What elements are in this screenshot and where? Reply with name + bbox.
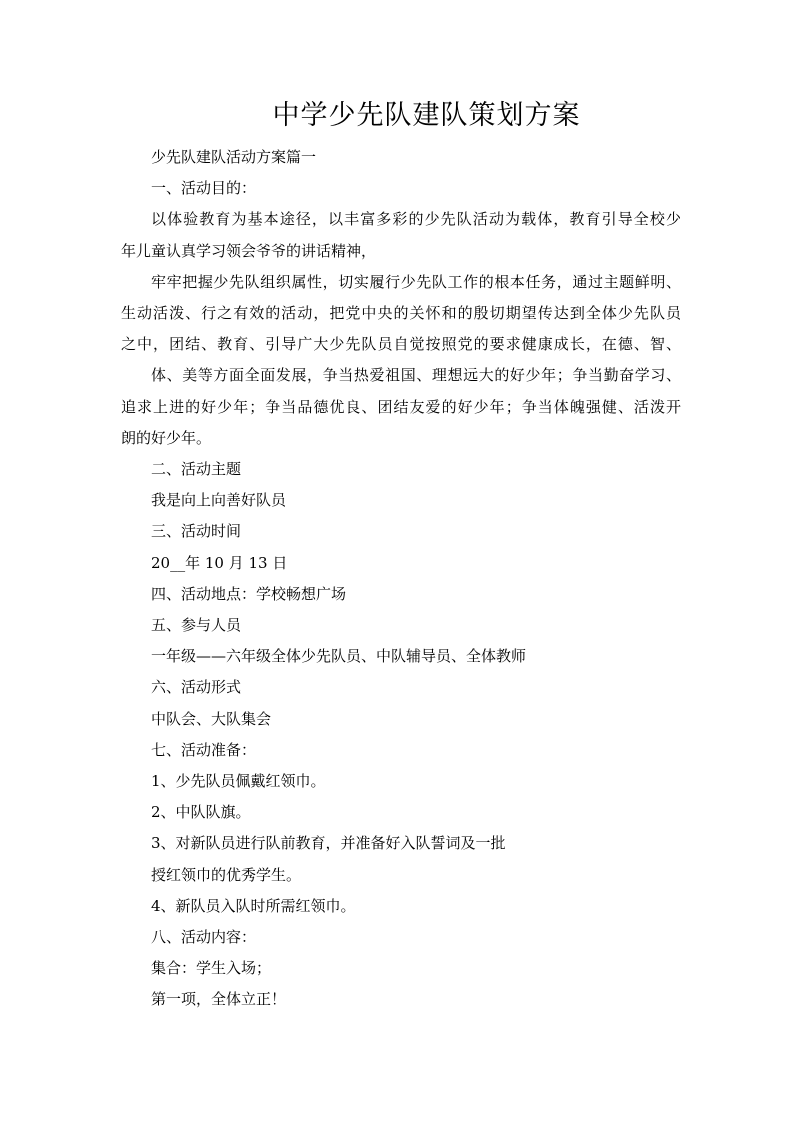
section-heading: 少先队建队活动方案篇一 — [151, 148, 317, 166]
list-item: 1、少先队员佩戴红领巾。 — [151, 772, 326, 791]
paragraph-line: 年儿童认真学习领会爷爷的讲话精神， — [121, 241, 377, 260]
section-heading: 六、活动形式 — [151, 678, 242, 697]
paragraph-line: 集合：学生入场； — [151, 959, 272, 978]
paragraph-line: 追求上进的好少年；争当品德优良、团结友爱的好少年；争当体魄强健、活泼开 — [121, 397, 681, 416]
paragraph-line: 一年级——六年级全体少先队员、中队辅导员、全体教师 — [151, 647, 527, 666]
section-heading: 八、活动内容： — [151, 928, 257, 947]
paragraph-line: 第一项，全体立正！ — [151, 990, 287, 1009]
list-item: 4、新队员入队时所需红领巾。 — [151, 896, 356, 915]
section-heading: 三、活动时间 — [151, 522, 242, 541]
paragraph-line: 生动活泼、行之有效的活动，把党中央的关怀和的殷切期望传达到全体少先队员 — [121, 304, 681, 323]
section-heading: 五、参与人员 — [151, 616, 242, 635]
document-body — [121, 142, 681, 1016]
paragraph-line: 中队会、大队集会 — [151, 709, 272, 728]
list-item: 3、对新队员进行队前教育，并准备好入队誓词及一批 — [151, 834, 506, 853]
paragraph-line: 我是向上向善好队员 — [151, 491, 287, 510]
list-item: 授红领巾的优秀学生。 — [151, 865, 302, 884]
list-item: 2、中队队旗。 — [151, 803, 251, 822]
section-heading: 四、活动地点：学校畅想广场 — [151, 584, 347, 603]
paragraph-line: 朗的好少年。 — [121, 428, 212, 447]
paragraph-line: 体、美等方面全面发展，争当热爱祖国、理想远大的好少年；争当勤奋学习、 — [151, 366, 681, 385]
document-title: 中学少先队建队策划方案 — [272, 100, 581, 131]
section-heading: 一、活动目的： — [151, 179, 257, 198]
paragraph-line: 20__年 10 月 13 日 — [151, 553, 288, 572]
section-heading: 七、活动准备： — [151, 740, 257, 759]
paragraph-line: 牢牢把握少先队组织属性，切实履行少先队工作的根本任务，通过主题鲜明、 — [151, 272, 681, 291]
paragraph-line: 以体验教育为基本途径，以丰富多彩的少先队活动为载体，教育引导全校少 — [151, 210, 681, 229]
section-heading: 二、活动主题 — [151, 460, 242, 479]
paragraph-line: 之中，团结、教育、引导广大少先队员自觉按照党的要求健康成长，在德、智、 — [121, 335, 681, 354]
